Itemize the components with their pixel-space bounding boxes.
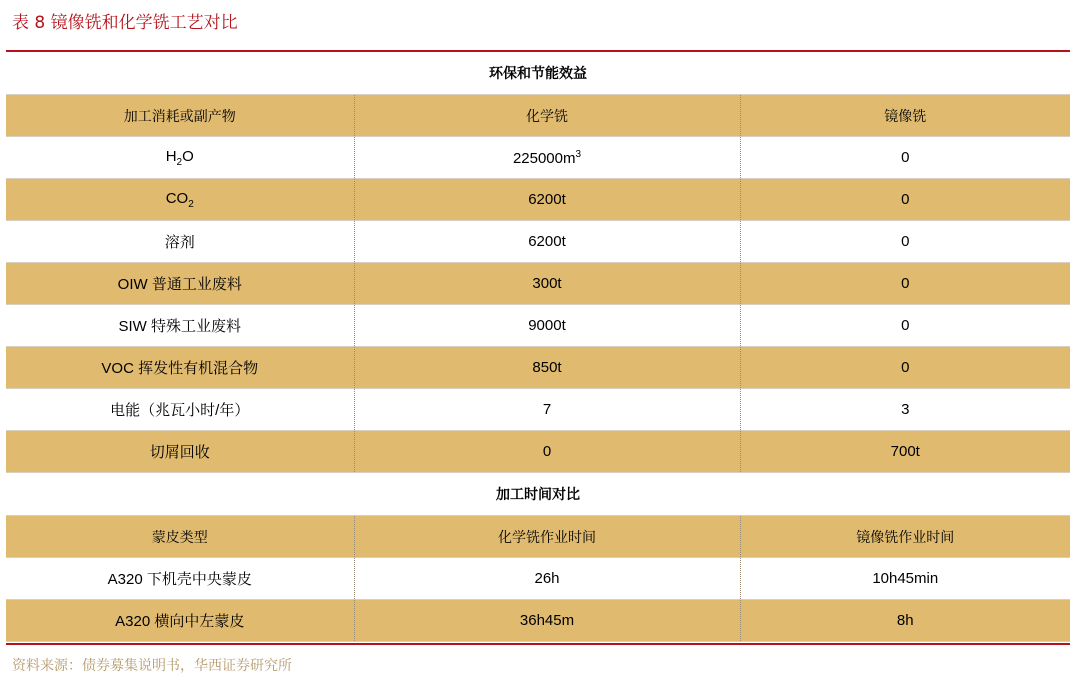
row-chem: $225000m^3$	[354, 137, 740, 179]
row-mirror: 0	[740, 179, 1070, 221]
row-chem: 300t	[354, 263, 740, 305]
section-title-env: 环保和节能效益	[6, 52, 1070, 95]
table-row	[6, 389, 1070, 431]
header-chem: 化学铣作业时间	[354, 516, 740, 558]
row-chem: 6200t	[354, 179, 740, 221]
table-row	[6, 305, 1070, 347]
row-item: A320 下机壳中央蒙皮	[6, 558, 354, 600]
row-mirror: 700t	[740, 431, 1070, 473]
row-chem: 7	[354, 389, 740, 431]
section-row	[6, 52, 1070, 95]
row-item: SIW 特殊工业废料	[6, 305, 354, 347]
row-mirror: 0	[740, 221, 1070, 263]
table-row	[6, 431, 1070, 473]
row-mirror: 0	[740, 347, 1070, 389]
row-mirror: 0	[740, 263, 1070, 305]
header-row	[6, 516, 1070, 558]
row-mirror: 0	[740, 137, 1070, 179]
table-row	[6, 179, 1070, 221]
row-mirror: 3	[740, 389, 1070, 431]
row-chem: 36h45m	[354, 600, 740, 642]
row-item: VOC 挥发性有机混合物	[6, 347, 354, 389]
table-row	[6, 263, 1070, 305]
table-title: 表 8 镜像铣和化学铣工艺对比	[12, 13, 238, 33]
row-mirror: 10h45min	[740, 558, 1070, 600]
header-item: 加工消耗或副产物	[6, 95, 354, 137]
row-chem: 6200t	[354, 221, 740, 263]
header-mirror: 镜像铣	[740, 95, 1070, 137]
comparison-table	[6, 52, 1070, 642]
row-chem: 0	[354, 431, 740, 473]
row-item: $H_2O$	[6, 137, 354, 179]
table-row	[6, 558, 1070, 600]
row-chem: 26h	[354, 558, 740, 600]
source-note: 资料来源：债券募集说明书，华西证券研究所	[12, 658, 292, 674]
table-row	[6, 137, 1070, 179]
row-chem: 850t	[354, 347, 740, 389]
row-mirror: 0	[740, 305, 1070, 347]
table-row	[6, 347, 1070, 389]
section-row	[6, 473, 1070, 516]
row-item: 电能（兆瓦小时/年）	[6, 389, 354, 431]
row-item: $CO_2$	[6, 179, 354, 221]
header-chem: 化学铣	[354, 95, 740, 137]
row-chem: 9000t	[354, 305, 740, 347]
row-item: OIW 普通工业废料	[6, 263, 354, 305]
bottom-rule	[6, 643, 1070, 645]
section-title-time: 加工时间对比	[6, 473, 1070, 516]
header-mirror: 镜像铣作业时间	[740, 516, 1070, 558]
header-item: 蒙皮类型	[6, 516, 354, 558]
header-row	[6, 95, 1070, 137]
table-row	[6, 600, 1070, 642]
row-mirror: 8h	[740, 600, 1070, 642]
row-item: A320 横向中左蒙皮	[6, 600, 354, 642]
row-item: 溶剂	[6, 221, 354, 263]
row-item: 切屑回收	[6, 431, 354, 473]
table-row	[6, 221, 1070, 263]
